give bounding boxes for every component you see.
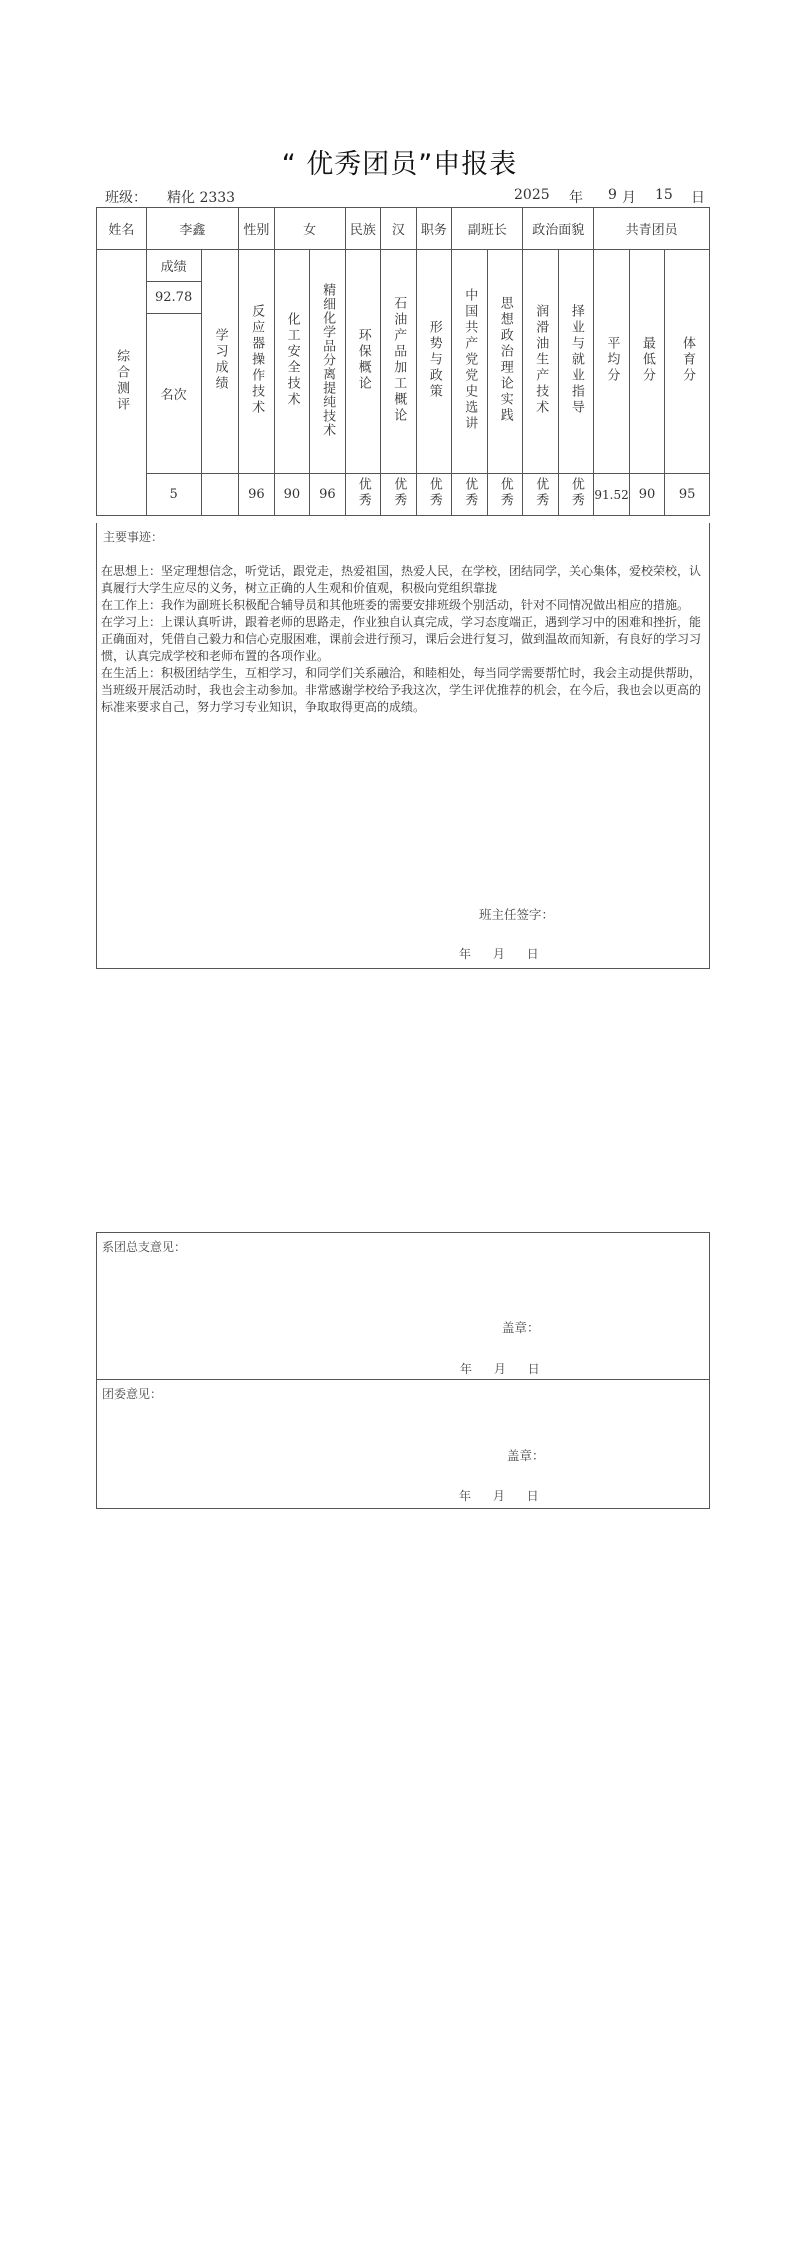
committee-opinion-section <box>96 1379 710 1509</box>
subject-name: 反应器操作技术 <box>239 250 275 474</box>
deeds-paragraph-work: 在工作上：我作为副班长积极配合辅导员和其他班委的需要安排班级个别活动，针对不同情况做出相应的措施。 <box>101 598 690 612</box>
score-label: 成绩 <box>146 250 201 282</box>
date-year: 2025 <box>514 187 550 203</box>
subject-name: 精细化学品分离提纯技术 <box>310 250 346 474</box>
application-table <box>96 207 710 516</box>
subject-grade: 优秀 <box>523 474 559 516</box>
position-label: 职务 <box>416 208 452 250</box>
subject-grade: 优秀 <box>416 474 452 516</box>
subject-name: 石油产品加工概论 <box>381 250 417 474</box>
subject-name: 择业与就业指导 <box>558 250 594 474</box>
empty-cell <box>201 474 239 516</box>
branch-date-line: 年 月 日 <box>460 1362 540 1376</box>
subject-grade: 优秀 <box>487 474 523 516</box>
committee-date-line: 年 月 日 <box>459 1489 539 1503</box>
main-deeds-label: 主要事迹： <box>103 530 164 544</box>
subject-grade: 优秀 <box>381 474 417 516</box>
ethnicity-value: 汉 <box>381 208 417 250</box>
name-label: 姓名 <box>97 208 147 250</box>
deeds-paragraph-study: 在学习上：上课认真听讲，跟着老师的思路走，作业独自认真完成，学习态度端正，遇到学习中的困难和挫折，能正确面对，凭借自己毅力和信心克服困难，课前会进行预习，课后会进行复习，做到温故而知新，有良好的学习习惯，认真完成学校和老师布置的各项作业。 <box>101 615 702 663</box>
committee-opinion-label: 团委意见： <box>102 1387 163 1401</box>
political-label: 政治面貌 <box>523 208 594 250</box>
ethnicity-label: 民族 <box>345 208 381 250</box>
month-label: 月 <box>622 190 636 206</box>
class-value: 精化 2333 <box>167 190 236 206</box>
rank-label: 名次 <box>146 314 201 474</box>
subject-grade: 96 <box>239 474 275 516</box>
subject-name: 最低分 <box>629 250 665 474</box>
subject-name: 环保概论 <box>345 250 381 474</box>
subject-grade: 90 <box>274 474 310 516</box>
subject-name: 中国共产党党史选讲 <box>452 250 488 474</box>
name-value: 李鑫 <box>146 208 238 250</box>
form-title: “ 优秀团员”申报表 <box>281 149 518 180</box>
branch-seal-label: 盖章： <box>502 1320 540 1335</box>
branch-opinion-label: 系团总支意见： <box>102 1240 187 1254</box>
subject-name: 形势与政策 <box>416 250 452 474</box>
day-label: 日 <box>691 190 705 206</box>
subject-name: 思想政治理论实践 <box>487 250 523 474</box>
main-deeds-section <box>96 523 710 969</box>
score-value: 92.78 <box>146 282 201 314</box>
subject-name: 润滑油生产技术 <box>523 250 559 474</box>
political-value: 共青团员 <box>594 208 710 250</box>
subject-name: 体育分 <box>665 250 710 474</box>
date-day: 15 <box>655 187 673 203</box>
subject-grade: 优秀 <box>558 474 594 516</box>
subject-grade: 优秀 <box>345 474 381 516</box>
subject-grade: 90 <box>629 474 665 516</box>
study-score-label: 学习成绩 <box>201 250 239 474</box>
gender-label: 性别 <box>239 208 275 250</box>
year-label: 年 <box>569 190 583 206</box>
subject-name: 化工安全技术 <box>274 250 310 474</box>
average-grade: 91.52 <box>594 474 630 516</box>
position-value: 副班长 <box>452 208 523 250</box>
subject-grade: 96 <box>310 474 346 516</box>
deeds-paragraph-thought: 在思想上：坚定理想信念，听党话，跟党走，热爱祖国，热爱人民，在学校，团结同学，关心集体，爱校荣校，认真履行大学生应尽的义务，树立正确的人生观和价值观，积极向党组织靠拢 <box>101 564 702 595</box>
teacher-signature-label: 班主任签字： <box>479 907 555 922</box>
deeds-date-line: 年 月 日 <box>459 947 539 961</box>
subject-grade: 优秀 <box>452 474 488 516</box>
deeds-paragraph-life: 在生活上：积极团结学生，互相学习，和同学们关系融洽，和睦相处，每当同学需要帮忙时，我会主动提供帮助，当班级开展活动时，我也会主动参加。非常感谢学校给予我这次，学生评优推荐的机会，在今后，我也会以更高的标准来要求自己，努力学习专业知识，争取取得更高的成绩。 <box>101 666 702 714</box>
date-month: 9 <box>608 187 617 203</box>
branch-opinion-section <box>96 1232 710 1380</box>
subject-grade: 95 <box>665 474 710 516</box>
rank-value: 5 <box>146 474 201 516</box>
gender-value: 女 <box>274 208 345 250</box>
class-label: 班级： <box>105 190 147 206</box>
subject-name: 平均分 <box>594 250 630 474</box>
evaluation-section-label: 综合测评 <box>97 250 147 516</box>
main-deeds-text <box>101 563 705 716</box>
committee-seal-label: 盖章： <box>507 1448 545 1463</box>
